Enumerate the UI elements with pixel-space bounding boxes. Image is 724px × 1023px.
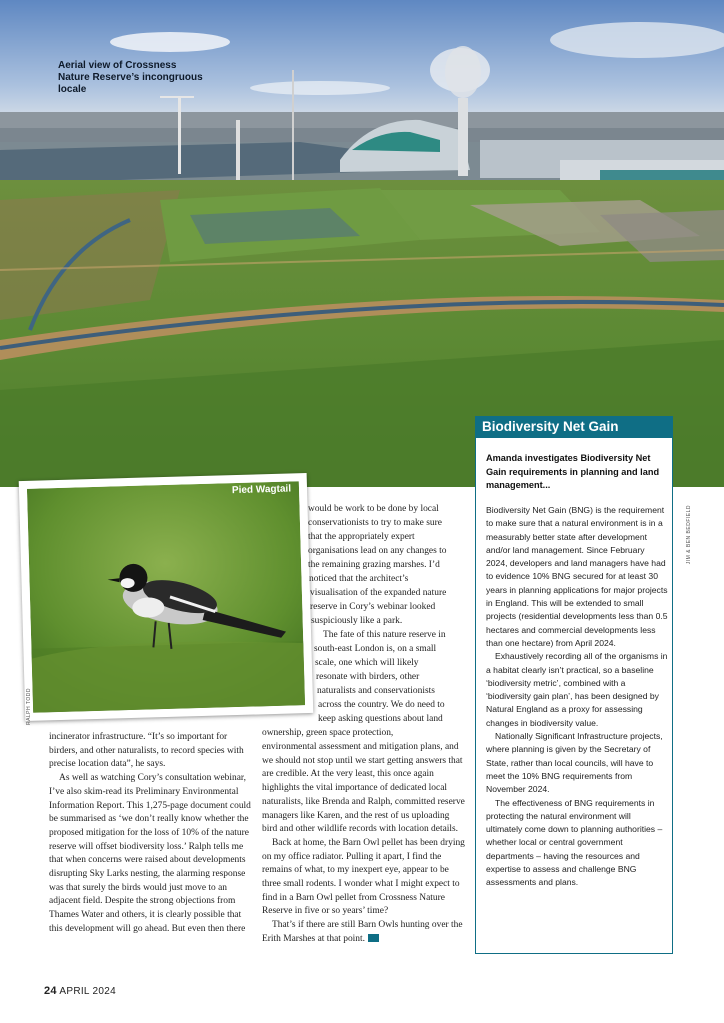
body-line: scale, one which will likely (315, 658, 419, 668)
sidebar-photo-credit: JIM & BEN BEDFIELD (686, 505, 692, 565)
bng-sidebar-title: Biodiversity Net Gain (475, 416, 673, 438)
body-line: conservationists to try to make sure (308, 518, 442, 528)
body-line: The fate of this nature reserve in (323, 630, 446, 640)
bng-paragraph: Exhaustively recording all of the organisms in a habitat clearly isn’t practical, so a baseline ‘biodiversity metric’, combined with a ‘biodiversity gain plan’, has been designed by Natural England as a proxy for assessing changes in biodiversity value. (486, 651, 668, 728)
body-line: ownership, green space protection, (262, 728, 394, 738)
bng-sidebar-intro: Amanda investigates Biodiversity Net Gain requirements in planning and land management... (486, 453, 660, 490)
body-paragraph: Back at home, the Barn Owl pellet has been drying on my office radiator. Pulling it apart, I find the remains of what, to my inexpert eye, appear to be three small rodents. I wonder what I might expect to find in a Barn Owl pellet from Crossness Nature Reserve in five or so years’ time? (262, 837, 465, 917)
bng-paragraph: Nationally Significant Infrastructure projects, where planning is given by the Secretary of State, rather than local councils, will have to meet the 10% BNG requirements from November 2024. (486, 731, 663, 795)
body-paragraph: As well as watching Cory’s consultation webinar, I’ve also skim-read its Preliminary Environmental Information Report. This 1,275-page document could be summarised as ‘we don’t really know whether the proposed mitigation for the loss of 10% of the nature reserve will offset biodiversity loss.’ Ralph tells me that when concerns were raised about developments disrupting Sky Larks nesting, the alarming response was that surely the birds would just move to an adjacent field. Despite the strong objections from Thames Water and others, it is clearly possible that this development will go ahead. But even then there (49, 773, 251, 934)
aerial-photo (0, 0, 724, 487)
body-column-1 (49, 731, 252, 937)
body-line: keep asking questions about land (318, 714, 443, 724)
body-column-2 (262, 741, 466, 947)
end-of-article-icon (368, 934, 379, 942)
body-line: would be work to be done by local (308, 504, 439, 514)
page-number: 24 (44, 985, 57, 997)
bng-paragraph: Biodiversity Net Gain (BNG) is the requirement to make sure that a natural environment is in a measurably better state after development and/or land management. Since February 2024, developers and land managers have had to evidence 10% BNG secured for at least 30 years in planning applications for major projects in England. This will be extended to small projects (residential developments less than 0.5 hectares and commercial developments less than one hectare) from April 2024. (486, 505, 668, 648)
body-line: across the country. We do need to (318, 700, 445, 710)
pied-wagtail-label: Pied Wagtail (231, 483, 292, 497)
body-line: visualisation of the expanded nature (310, 588, 447, 598)
page-folio (44, 985, 116, 997)
body-line: resonate with birders, other (316, 672, 420, 682)
body-line: reserve in Cory’s webinar looked (310, 602, 436, 612)
body-line: noticed that the architect’s (309, 574, 409, 584)
body-line: the remaining grazing marshes. I’d (308, 560, 440, 570)
bird-photo-credit: RALPH TODD (26, 688, 32, 726)
body-paragraph: environmental assessment and mitigation plans, and we should not stop until we start getting answers that are credible. At the very least, this once again highlights the vital importance of dedicated local naturalists, like Brenda and Ralph, committed reserve managers like Karen, and the rest of us uploading bird and other wildlife records with location details. (262, 742, 465, 835)
body-line: south-east London is, on a small (314, 644, 437, 654)
issue-date: APRIL 2024 (59, 986, 116, 997)
pied-wagtail-photo (19, 473, 314, 721)
closing-sentence: That’s if there are still Barn Owls hunting over the Erith Marshes at that point. (262, 920, 463, 944)
body-line: organisations lead on any changes to (308, 546, 447, 556)
body-paragraph: incinerator infrastructure. “It’s so important for birders, and other naturalists, to record species with precise location data”, he says. (49, 732, 244, 770)
body-line: naturalists and conservationists (317, 686, 435, 696)
bng-sidebar-text (486, 504, 668, 890)
body-paragraph (262, 919, 466, 946)
bng-paragraph: The effectiveness of BNG requirements in protecting the natural environment will ultimately come down to planning authorities – whether local or central government departments – having the resources and expertise to assess and challenge BNG assessments and plans. (486, 797, 663, 888)
body-line: suspiciously like a park. (311, 616, 403, 626)
body-line: that the appropriately expert (308, 532, 415, 542)
aerial-photo-caption: Aerial view of Crossness Nature Reserve’s incongruous locale (58, 60, 203, 95)
